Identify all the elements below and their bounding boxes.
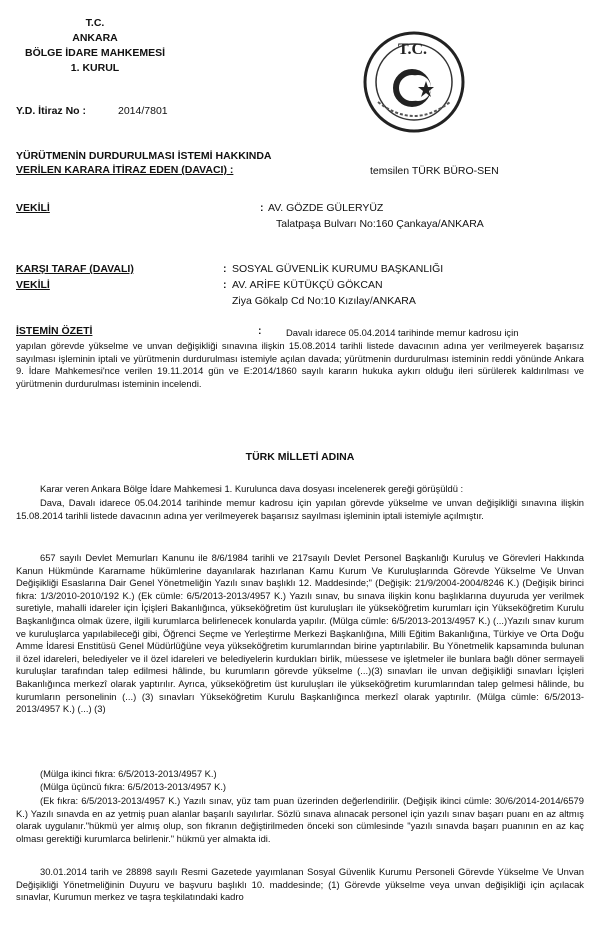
defendant-attorney-name: AV. ARİFE KÜTÜKÇÜ GÖKCAN [232,279,383,291]
defendant-colon: : [223,263,227,275]
court-line-name: BÖLGE İDARE MAHKEMESİ [24,47,165,59]
defendant-attorney-address: Ziya Gökalp Cd No:10 Kızılay/ANKARA [232,295,416,307]
summary-label: İSTEMİN ÖZETİ [16,325,93,337]
summary-text-first: Davalı idarece 05.04.2014 tarihinde memur kadrosu için [286,327,519,338]
file-number-label: Y.D. İtiraz No : [16,105,87,117]
court-line-tc: T.C. [85,17,105,29]
body-paragraph-repealed-2: (Mülga ikinci fıkra: 6/5/2013-2013/4957 K.) [40,768,217,779]
svg-text:T.C.: T.C. [398,41,428,58]
court-line-city: ANKARA [72,32,118,44]
court-header [20,16,170,76]
objection-label-line1: YÜRÜTMENİN DURDURULMASI İSTEMİ HAKKINDA [16,150,272,162]
attorney-colon: : [260,202,264,214]
summary-colon: : [258,325,262,337]
summary-text: yapılan görevde yükselme ve unvan değişikliği sınavına ilişkin 15.08.2014 tarihli listede davacının adına yer verilmeyerek başarısız sayılması işleminin iptali ve yürütmenin durdurulması istemiyle açılan davada; yürütmenin durdurulması isteminin reddi yönünde Ankara 9. İdare Mahkemesi'nce verilen 19.11.2014 gün ve E:2014/1860 sayılı kararın hukuka aykırı olduğu ileri sürülerek kaldırılması ve yürütmenin durdurulması isteminin incelendi. [16,340,584,389]
body-paragraph-repealed-3: (Mülga üçüncü fıkra: 6/5/2013-2013/4957 K.) [40,781,227,792]
objection-value: temsilen TÜRK BÜRO-SEN [370,165,499,177]
body-paragraph-sgk-regulation: 30.01.2014 tarih ve 28898 sayılı Resmi Gazetede yayımlanan Sosyal Güvenlik Kurumu Personeli Görevde Yükselme Ve Unvan Değişikliği Yönetmeliğinin Duyuru ve başvuru başlıklı 10. maddesinde; (1) Görevde yükselme veya unvan değişikliği için açılacak sınavlar, Kurumun merkez ve taşra teşkilatındaki kadro [16,866,584,903]
judgment-heading: TÜRK MİLLETİ ADINA [245,451,355,463]
body-paragraph-added: (Ek fıkra: 6/5/2013-2013/4957 K.) Yazılı sınav, yüz tam puan üzerinden değerlendirilir. (Değişik ikinci cümle: 30/6/2014-2014/6579 K.) Yazılı sınavda en az yetmiş puan alanlar başarılı sayılırlar. Sözlü sınava alınacak personel için yazılı sınav başarı puanı en az altmış olarak uygulanır."hükmü yer almış olup, son fıkranın değiştirilmeden önceki son cümlesinde "yazılı sınavda başarı puanının en az kaç olması gerektiği kurumlarca belirlenir." hükmü yer almakta idi. [16,795,584,844]
file-number-value: 2014/7801 [118,105,168,117]
court-line-chamber: 1. KURUL [70,62,120,74]
body-paragraph-regulation: 657 sayılı Devlet Memurları Kanunu ile 8/6/1984 tarihli ve 217sayılı Devlet Personel Başkanlığı Kuruluş ve Görevleri Hakkında Kanun Hükmünde Kararname hükümlerine dayanılarak hazırlanan Kamu Kurum Ve Kuruluşlarında Görevde Yükselme Ve Unvan Değişikliği Esaslarına Dair Genel Yönetmeliğin Yazılı sınav başlıklı 12. Maddesinde;" (Değişik: 21/9/2004-2004/8246 K.) (Değişik birinci fıkra: 1/3/2010-2010/192 K.) (Ek cümle: 6/5/2013-2013/4957 K.) Yazılı sınav, bu sınava ilişkin konu başlıklarına duyuruda yer verilmek suretiyle, mahalli idareler için İçişleri Bakanlığınca, yükseköğretim üst kuruluşları ile yükseköğretim kurumları için Yükseköğretim Kurulu Başkanlığınca olmak üzere, ilgili kurumlarca belirlenecek konularda yapılır. (Mülga cümle: 6/5/2013-2013/4957 K.) (...)Yazılı sınav kurum ve kuruluşlarca yapılabileceği gibi, Öğrenci Seçme ve Yerleştirme Merkezi Başkanlığına, Milli Eğitim Bakanlığına, Türkiye ve Orta Doğu Amme İdaresi Enstitüsü Genel Müdürlüğüne veya yükseköğretim kurumlarından birine yaptırılabilir. Bu Yönetmelik kapsamında bulunan il özel idareleri, belediyeler ve il özel idareleri ve belediyelerin kurdukları birlik, müessese ve işletmeler ile bunlara bağlı döner sermayeli kuruluşlar tarafından talep edilmesi hâlinde, bu kurumların görevde yükselme (...)(3) sınavları ile unvan değişikliği sınavları İçişleri Bakanlığınca merkezî olarak yaptırılır. Ayrıca, yükseköğretim üst kuruluşları ile yükseköğretim kurumlarından talep gelmesi hâlinde, bu kurumların personelinin (...) (3) sınavları Yükseköğretim Kurulu Başkanlığınca merkezî olarak yaptırılır. (Mülga cümle: 6/5/2013-2013/4957 K.) (...) (3) [16,552,584,715]
attorney-name: AV. GÖZDE GÜLERYÜZ [268,202,384,214]
attorney-address: Talatpaşa Bulvarı No:160 Çankaya/ANKARA [276,218,484,230]
defendant-label: KARŞI TARAF (DAVALI) [16,263,134,275]
defendant-attorney-label: VEKİLİ [16,279,50,291]
body-paragraph-case: Dava, Davalı idarece 05.04.2014 tarihinde memur kadrosu için yapılan görevde yükselme ve unvan değişikliği sınavına ilişkin 15.08.2014 tarihli listede davacının adına yer verilmeyerek başarısız sayılması işleminin iptali istemiyle açılmıştır. [16,497,584,521]
attorney-label: VEKİLİ [16,202,50,214]
official-seal-stamp-icon [362,30,466,134]
objection-label-line2: VERİLEN KARARA İTİRAZ EDEN (DAVACI) : [16,164,234,176]
defendant-attorney-colon: : [223,279,227,291]
body-paragraph-intro: Karar veren Ankara Bölge İdare Mahkemesi 1. Kurulunca dava dosyası incelenerek gereği görüşüldü : [40,483,464,494]
defendant-name: SOSYAL GÜVENLİK KURUMU BAŞKANLIĞI [232,263,444,275]
